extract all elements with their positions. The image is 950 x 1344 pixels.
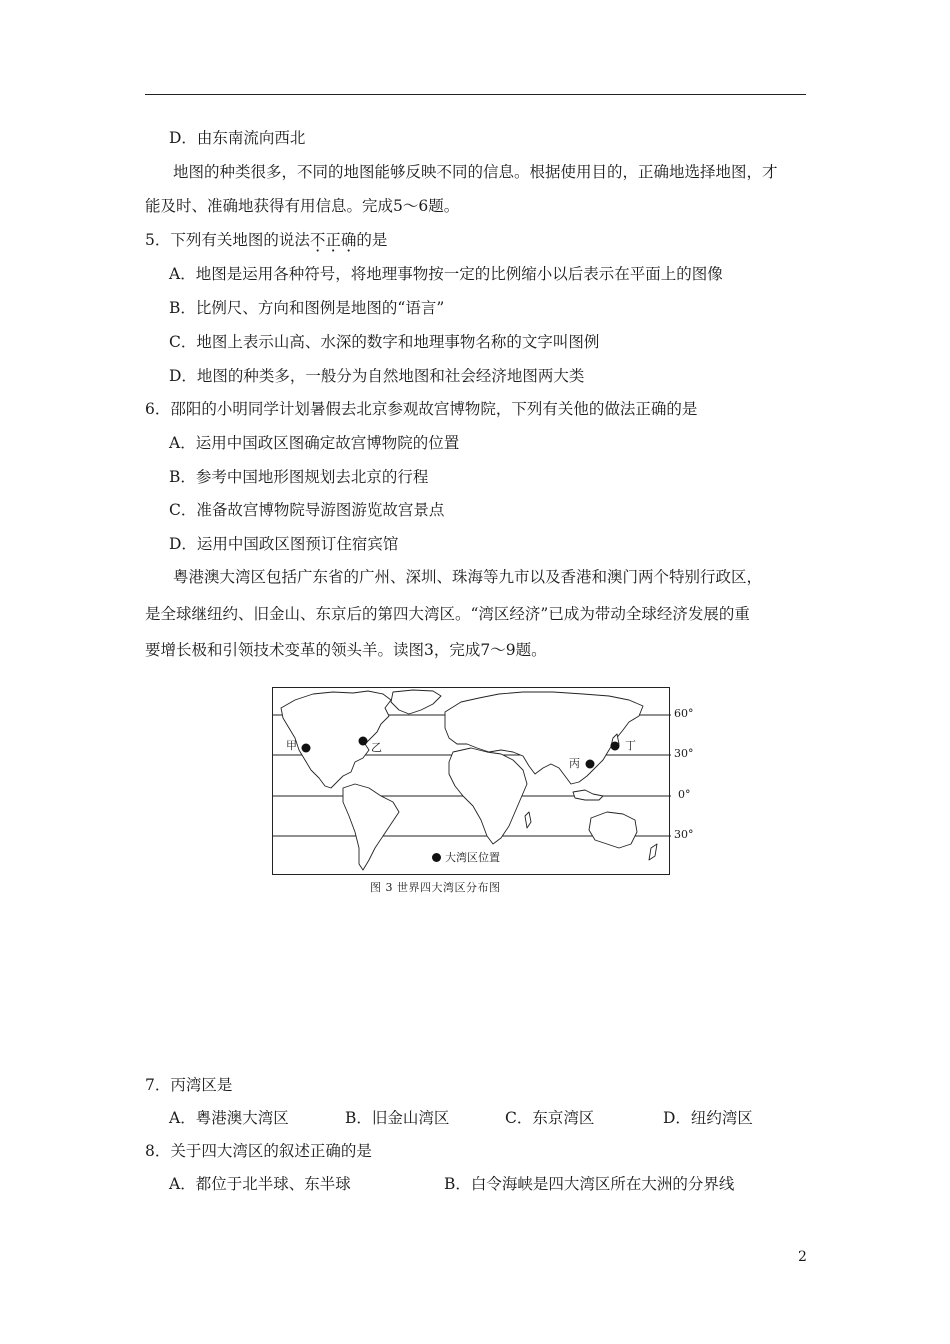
label-ding: 丁 [625,739,636,752]
label-bing: 丙 [569,757,580,770]
emphasis-char: 不 [309,231,326,249]
bay-dot-bing [586,760,595,769]
q6-option-c: C．准备故宫博物院导游图游览故宫景点 [169,501,445,519]
north-america-outline [281,691,391,788]
q6-stem: 6．邵阳的小明同学计划暑假去北京参观故宫博物院，下列有关他的做法正确的是 [145,400,698,418]
q8-option-b: B．白令海峡是四大湾区所在大洲的分界线 [444,1175,735,1193]
q7-option-b: B．旧金山湾区 [345,1109,450,1127]
q4-option-d: D．由东南流向西北 [169,129,306,147]
q5-stem-suffix: 的是 [356,231,388,249]
q5-option-b: B．比例尺、方向和图例是地图的“语言” [169,299,445,317]
figure-caption: 图 3 世界四大湾区分布图 [370,881,501,894]
label-yi: 乙 [371,741,382,754]
madagascar-outline [525,812,531,828]
australia-outline [589,812,637,848]
q5-option-a: A．地图是运用各种符号，将地理事物按一定的比例缩小以后表示在平面上的图像 [169,265,723,283]
bay-dot-jia [302,744,311,753]
header-rule [145,94,806,95]
intro-7-9-line1: 粤港澳大湾区包括广东省的广州、深圳、珠海等九市以及香港和澳门两个特别行政区， [173,568,763,586]
q7-option-d: D．纽约湾区 [663,1109,753,1127]
lat-label-60: 60° [674,707,694,720]
q7-option-c: C．东京湾区 [505,1109,595,1127]
new-zealand-outline [649,844,657,860]
intro-7-9-line2: 是全球继纽约、旧金山、东京后的第四大湾区。“湾区经济”已成为带动全球经济发展的重 [145,605,750,623]
south-america-outline [343,784,399,870]
q5-option-c: C．地图上表示山高、水深的数字和地理事物名称的文字叫图例 [169,333,600,351]
greenland-outline [391,690,441,714]
q5-option-d: D．地图的种类多，一般分为自然地图和社会经济地图两大类 [169,367,585,385]
bay-dot-ding [611,742,620,751]
world-bay-area-map [272,687,670,875]
q8-option-a: A．都位于北半球、东半球 [169,1175,351,1193]
lat-label-0: 0° [678,788,691,801]
q6-option-a: A．运用中国政区图确定故宫博物院的位置 [169,434,460,452]
legend-label: 大湾区位置 [445,851,500,864]
map-legend [432,852,500,864]
world-map-svg [273,688,671,876]
lat-label-30n: 30° [674,747,694,760]
q8-stem: 8．关于四大湾区的叙述正确的是 [145,1142,372,1160]
emphasis-char: 确 [340,231,357,249]
label-jia: 甲 [286,739,297,752]
intro-7-9-line3: 要增长极和引领技术变革的领头羊。读图3，完成7～9题。 [145,641,547,659]
q6-option-d: D．运用中国政区图预订住宿宾馆 [169,535,399,553]
bay-dot-yi [359,737,368,746]
q7-option-a: A．粤港澳大湾区 [169,1109,289,1127]
southeast-asia-islands [573,790,603,800]
q5-stem-prefix: 5．下列有关地图的说法 [145,231,310,249]
intro-5-6-line2: 能及时、准确地获得有用信息。完成5～6题。 [145,197,460,215]
q7-stem: 7．丙湾区是 [145,1076,233,1094]
q6-option-b: B．参考中国地形图规划去北京的行程 [169,468,429,486]
legend-dot-icon [432,853,441,862]
intro-5-6-line1: 地图的种类很多，不同的地图能够反映不同的信息。根据使用目的，正确地选择地图，才 [173,163,778,181]
page-number: 2 [798,1249,807,1265]
q5-stem [145,230,387,250]
emphasis-char: 正 [325,231,341,249]
lat-label-30s: 30° [674,828,694,841]
